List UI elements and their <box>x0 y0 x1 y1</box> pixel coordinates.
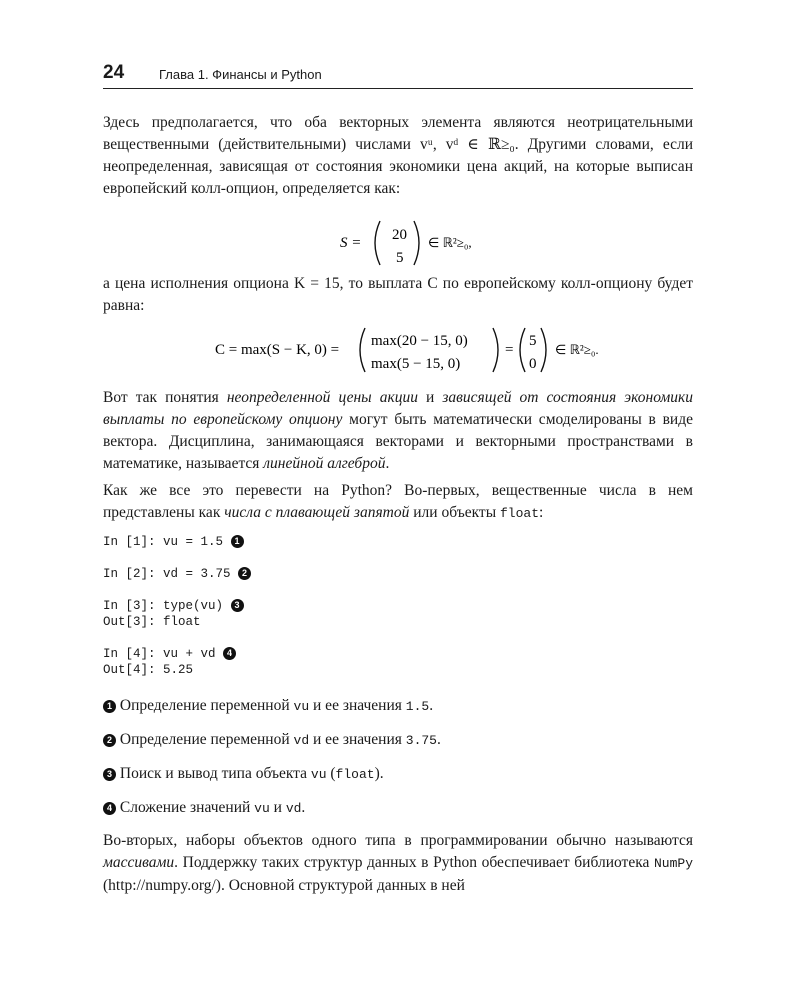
formula-stock-vector <box>340 218 500 273</box>
callout-item <box>103 763 693 786</box>
code-line <box>103 646 236 662</box>
formula2-rhs: ∈ ℝ²≥₀. <box>555 342 599 357</box>
callout-code: 3.75 <box>405 733 437 748</box>
para3-text-2: и <box>417 389 443 406</box>
callout-text: Определение переменной <box>116 731 294 748</box>
paren-right-icon <box>493 328 498 372</box>
para5-text-1: Во-вторых, наборы объектов одного типа в программировании обычно называются <box>103 832 693 849</box>
callout-text: и ее значения <box>309 697 406 714</box>
callout-marker-icon: 3 <box>103 768 116 781</box>
para3-text-3: могут быть математически смоделированы в виде вектора. Дисциплина, занимающаяся векторами и векторными пространствами в математике, называется <box>103 411 693 472</box>
callout-text: и ее значения <box>309 731 406 748</box>
callout-marker-icon: 1 <box>231 535 244 548</box>
callout-code: vu <box>254 801 270 816</box>
para4-text-1: Как же все это перевести на Python? Во-первых, вещественные числа в нем представлены как <box>103 482 693 521</box>
code-text: In [1]: vu = 1.5 <box>103 535 231 549</box>
formula1-rhs: ∈ ℝ²≥₀, <box>428 235 472 250</box>
paragraph-intro: Здесь предполагается, что оба векторных элемента являются неотрицательными вещественными (действительными) числами vᵘ, vᵈ ∈ ℝ≥₀. Другими словами, если неопределенная, зависящая от состояния экономики цена акций, на которые выписан европейский колл-опцион, определяется как: <box>103 114 693 197</box>
para3-italic-1: неопределенной цены акции <box>226 389 418 406</box>
code-text: Out[4]: 5.25 <box>103 663 194 677</box>
para4-italic-1: числа с плавающей запятой <box>224 504 410 521</box>
callout-marker-icon: 1 <box>103 700 116 713</box>
callout-code: vu <box>293 699 310 714</box>
paren-left-icon <box>520 328 525 372</box>
callout-code: vu <box>310 767 327 782</box>
callout-item <box>103 729 693 752</box>
formula2-lhs: C = max(S − K, 0) = <box>215 342 340 358</box>
callout-text: Поиск и вывод типа объекта <box>116 765 311 782</box>
para3-italic-3: линейной алгеброй <box>263 455 386 472</box>
formula2-top2: 5 <box>529 333 537 349</box>
callout-marker-icon: 2 <box>238 567 251 580</box>
code-text: In [3]: type(vu) <box>103 599 231 613</box>
formula2-bottom2: 0 <box>529 356 537 372</box>
page-header <box>103 62 693 89</box>
para5-code: NumPy <box>653 856 693 871</box>
para5-text-2: . Поддержку таких структур данных в Python обеспечивает библиотека <box>174 854 654 871</box>
formula2-top1: max(20 − 15, 0) <box>371 333 468 349</box>
para3-italic-2: зависящей от состояния экономики выплаты по европейскому опциону <box>103 389 694 428</box>
formula-payoff-graphic <box>215 325 615 375</box>
paragraph-arrays <box>103 830 693 897</box>
formula2-bottom1: max(5 − 15, 0) <box>371 356 461 372</box>
callout-text: Определение переменной <box>116 697 294 714</box>
paren-right-icon <box>541 328 546 372</box>
code-text: Out[3]: float <box>103 615 201 629</box>
code-text: In [4]: vu + vd <box>103 647 224 661</box>
paragraph-vector-concept <box>103 387 693 475</box>
formula2-eq: = <box>505 342 514 358</box>
formula1-lhs: S = <box>340 235 362 251</box>
para3-text-1: Вот так понятия <box>103 389 227 406</box>
code-line <box>103 566 251 582</box>
callout-code: 1.5 <box>405 699 430 714</box>
callout-marker-icon: 2 <box>103 734 116 747</box>
callout-text: . <box>437 731 441 748</box>
callout-text: ). <box>374 765 384 782</box>
paren-left-icon <box>360 328 365 372</box>
formula1-bottom: 5 <box>396 250 404 266</box>
para3-text-4: . <box>385 455 390 472</box>
para4-text-2: или объекты <box>409 504 500 521</box>
para5-italic-1: массивами <box>103 854 175 871</box>
code-text: In [2]: vd = 3.75 <box>103 567 239 581</box>
para4-code: float <box>499 506 539 521</box>
formula1-top: 20 <box>392 227 407 243</box>
code-line <box>103 662 193 678</box>
callout-code: vd <box>293 733 310 748</box>
code-line <box>103 534 244 550</box>
formula-payoff <box>215 325 615 380</box>
paragraph-strike: а цена исполнения опциона K = 15, то выплата C по европейскому колл-опциону будет равна: <box>103 275 693 314</box>
callout-text: . <box>301 799 306 816</box>
para5-text-3: (http://numpy.org/). Основной структурой данных в ней <box>103 877 465 894</box>
code-line <box>103 614 201 630</box>
page-number: 24 <box>103 62 125 83</box>
callout-marker-icon: 3 <box>231 599 244 612</box>
callout-text: . <box>429 697 434 714</box>
chapter-title: Глава 1. Финансы и Python <box>159 67 322 82</box>
paren-right-icon <box>414 221 419 265</box>
callout-item <box>103 797 693 820</box>
paren-left-icon <box>375 221 380 265</box>
para4-text-3: : <box>539 504 544 521</box>
callout-code: vd <box>285 801 302 816</box>
callout-text: Сложение значений <box>116 799 255 816</box>
callout-code: float <box>335 767 375 782</box>
formula-stock-vector-graphic <box>340 218 500 268</box>
callout-marker-icon: 4 <box>223 647 236 660</box>
code-line <box>103 598 244 614</box>
callout-text: ( <box>326 765 336 782</box>
callout-marker-icon: 4 <box>103 802 116 815</box>
callout-text: и <box>269 799 286 816</box>
callout-item <box>103 695 693 718</box>
paragraph-python-floats <box>103 480 693 525</box>
